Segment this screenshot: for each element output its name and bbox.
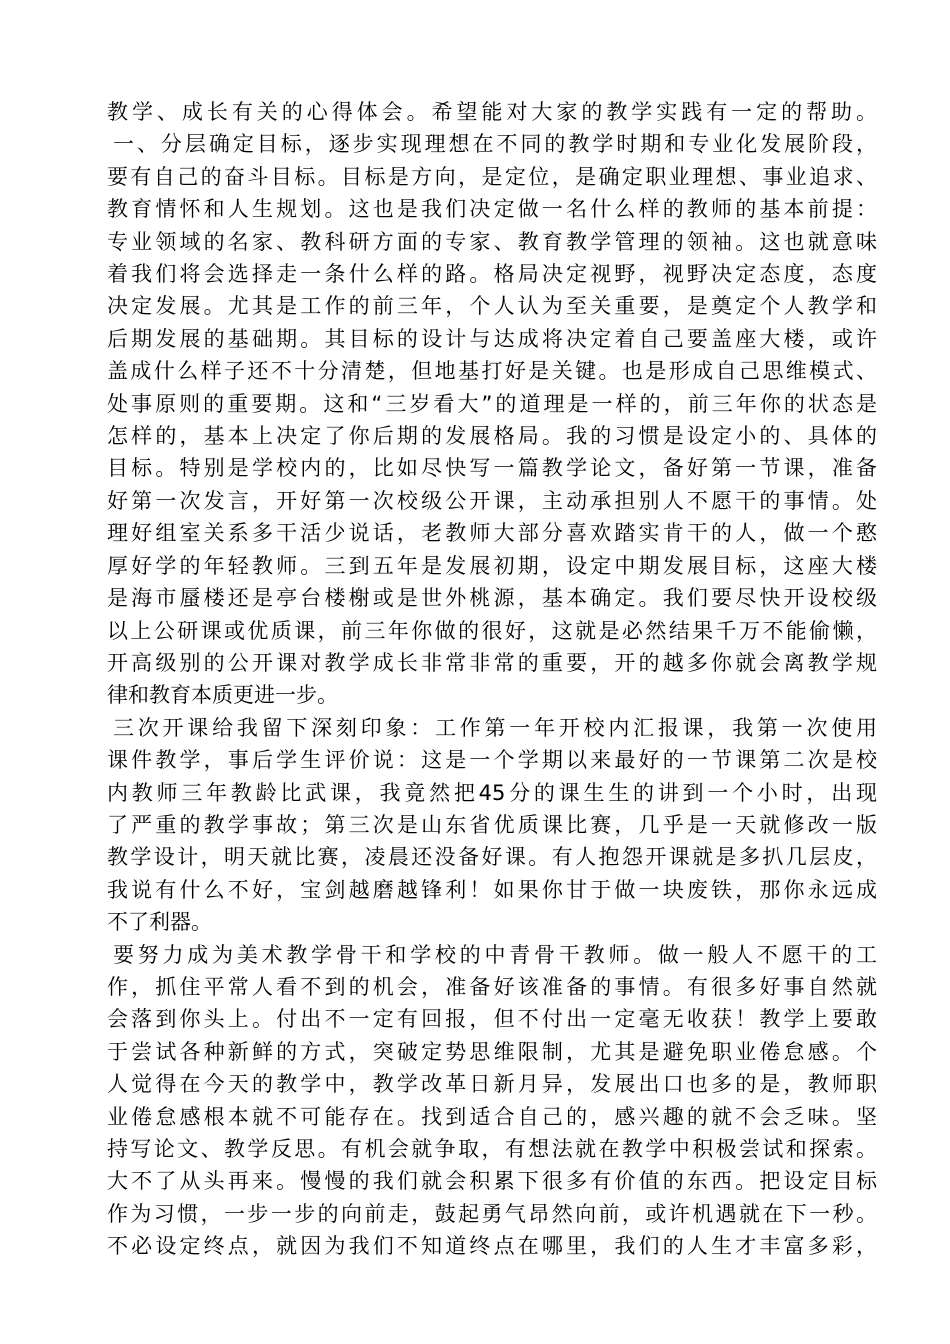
body-text: [107, 96, 877, 1263]
text-line: 目标。特别是学校内的，比如尽快写一篇教学论文，备好第一节课，准备: [107, 456, 877, 481]
text-line: 教学、成长有关的心得体会。希望能对大家的教学实践有一定的帮助。: [107, 100, 877, 124]
text-line: 业倦怠感根本就不可能存在。找到适合自己的，感兴趣的就不会乏味。坚: [107, 1104, 877, 1129]
text-line: 会落到你头上。付出不一定有回报，但不付出一定毫无收获！教学上要敢: [107, 1007, 877, 1032]
text-line: 三次开课给我留下深刻印象：工作第一年开校内汇报课，我第一次使用: [113, 715, 877, 740]
text-line: 决定发展。尤其是工作的前三年，个人认为至关重要，是奠定个人教学和: [107, 294, 877, 319]
text-line: 专业领域的名家、教科研方面的专家、教育教学管理的领袖。这也就意味: [107, 229, 877, 254]
text-line: 后期发展的基础期。其目标的设计与达成将决定着自己要盖座大楼，或许: [107, 326, 877, 351]
text-line: 人觉得在今天的教学中，教学改革日新月异，发展出口也多的是，教师职: [107, 1072, 877, 1097]
text-line: 理好组室关系多干活少说话，老教师大部分喜欢踏实肯干的人，做一个憨: [107, 521, 877, 546]
text-line: 于尝试各种新鲜的方式，突破定势思维限制，尤其是避免职业倦怠感。个: [107, 1039, 877, 1064]
text-line: 作为习惯，一步一步的向前走，鼓起勇气昂然向前，或许机遇就在下一秒。: [107, 1201, 877, 1226]
text-line: 教育情怀和人生规划。这也是我们决定做一名什么样的教师的基本前提：: [107, 197, 877, 222]
text-line: 怎样的，基本上决定了你后期的发展格局。我的习惯是设定小的、具体的: [107, 424, 877, 449]
text-line: 是海市蜃楼还是亭台楼榭或是世外桃源，基本确定。我们要尽快开设校级: [107, 586, 877, 611]
text-line: 我说有什么不好，宝剑越磨越锋利！如果你甘于做一块废铁，那你永远成: [107, 877, 877, 902]
text-line: 一、分层确定目标，逐步实现理想在不同的教学时期和专业化发展阶段，: [113, 132, 877, 157]
text-line: 教学设计，明天就比赛，凌晨还没备好课。有人抱怨开课就是多扒几层皮，: [107, 845, 877, 870]
text-line: 以上公研课或优质课，前三年你做的很好，这就是必然结果千万不能偷懒，: [107, 618, 877, 643]
text-line: 好第一次发言，开好第一次校级公开课，主动承担别人不愿干的事情。处: [107, 488, 877, 513]
text-line: 不必设定终点，就因为我们不知道终点在哪里，我们的人生才丰富多彩，: [107, 1234, 877, 1259]
text-line: 作，抓住平常人看不到的机会，准备好该准备的事情。有很多好事自然就: [107, 974, 877, 999]
text-line: 要有自己的奋斗目标。目标是方向，是定位，是确定职业理想、事业追求、: [107, 164, 877, 189]
text-line: 大不了从头再来。慢慢的我们就会积累下很多有价值的东西。把设定目标: [107, 1169, 877, 1194]
text-line: 律和教育本质更进一步。: [107, 683, 338, 708]
text-line: 着我们将会选择走一条什么样的路。格局决定视野，视野决定态度，态度: [107, 262, 877, 287]
text-line: 要努力成为美术教学骨干和学校的中青骨干教师。做一般人不愿干的工: [113, 942, 877, 967]
text-line: 内教师三年教龄比武课，我竟然把45分的课生生的讲到一个小时，出现: [107, 780, 877, 805]
text-line: 持写论文、教学反思。有机会就争取，有想法就在教学中积极尝试和探索。: [107, 1137, 877, 1161]
text-line: 厚好学的年轻教师。三到五年是发展初期，设定中期发展目标，这座大楼: [107, 553, 877, 578]
text-line: 盖成什么样子还不十分清楚，但地基打好是关键。也是形成自己思维模式、: [107, 359, 877, 384]
text-line: 处事原则的重要期。这和“三岁看大”的道理是一样的，前三年你的状态是: [107, 391, 877, 416]
text-line: 开高级别的公开课对教学成长非常非常的重要，开的越多你就会离教学规: [107, 650, 877, 675]
text-line: 课件教学，事后学生评价说：这是一个学期以来最好的一节课第二次是校: [107, 748, 877, 773]
text-line: 了严重的教学事故；第三次是山东省优质课比赛，几乎是一天就修改一版: [107, 812, 877, 837]
text-line: 不了利器。: [107, 910, 212, 935]
